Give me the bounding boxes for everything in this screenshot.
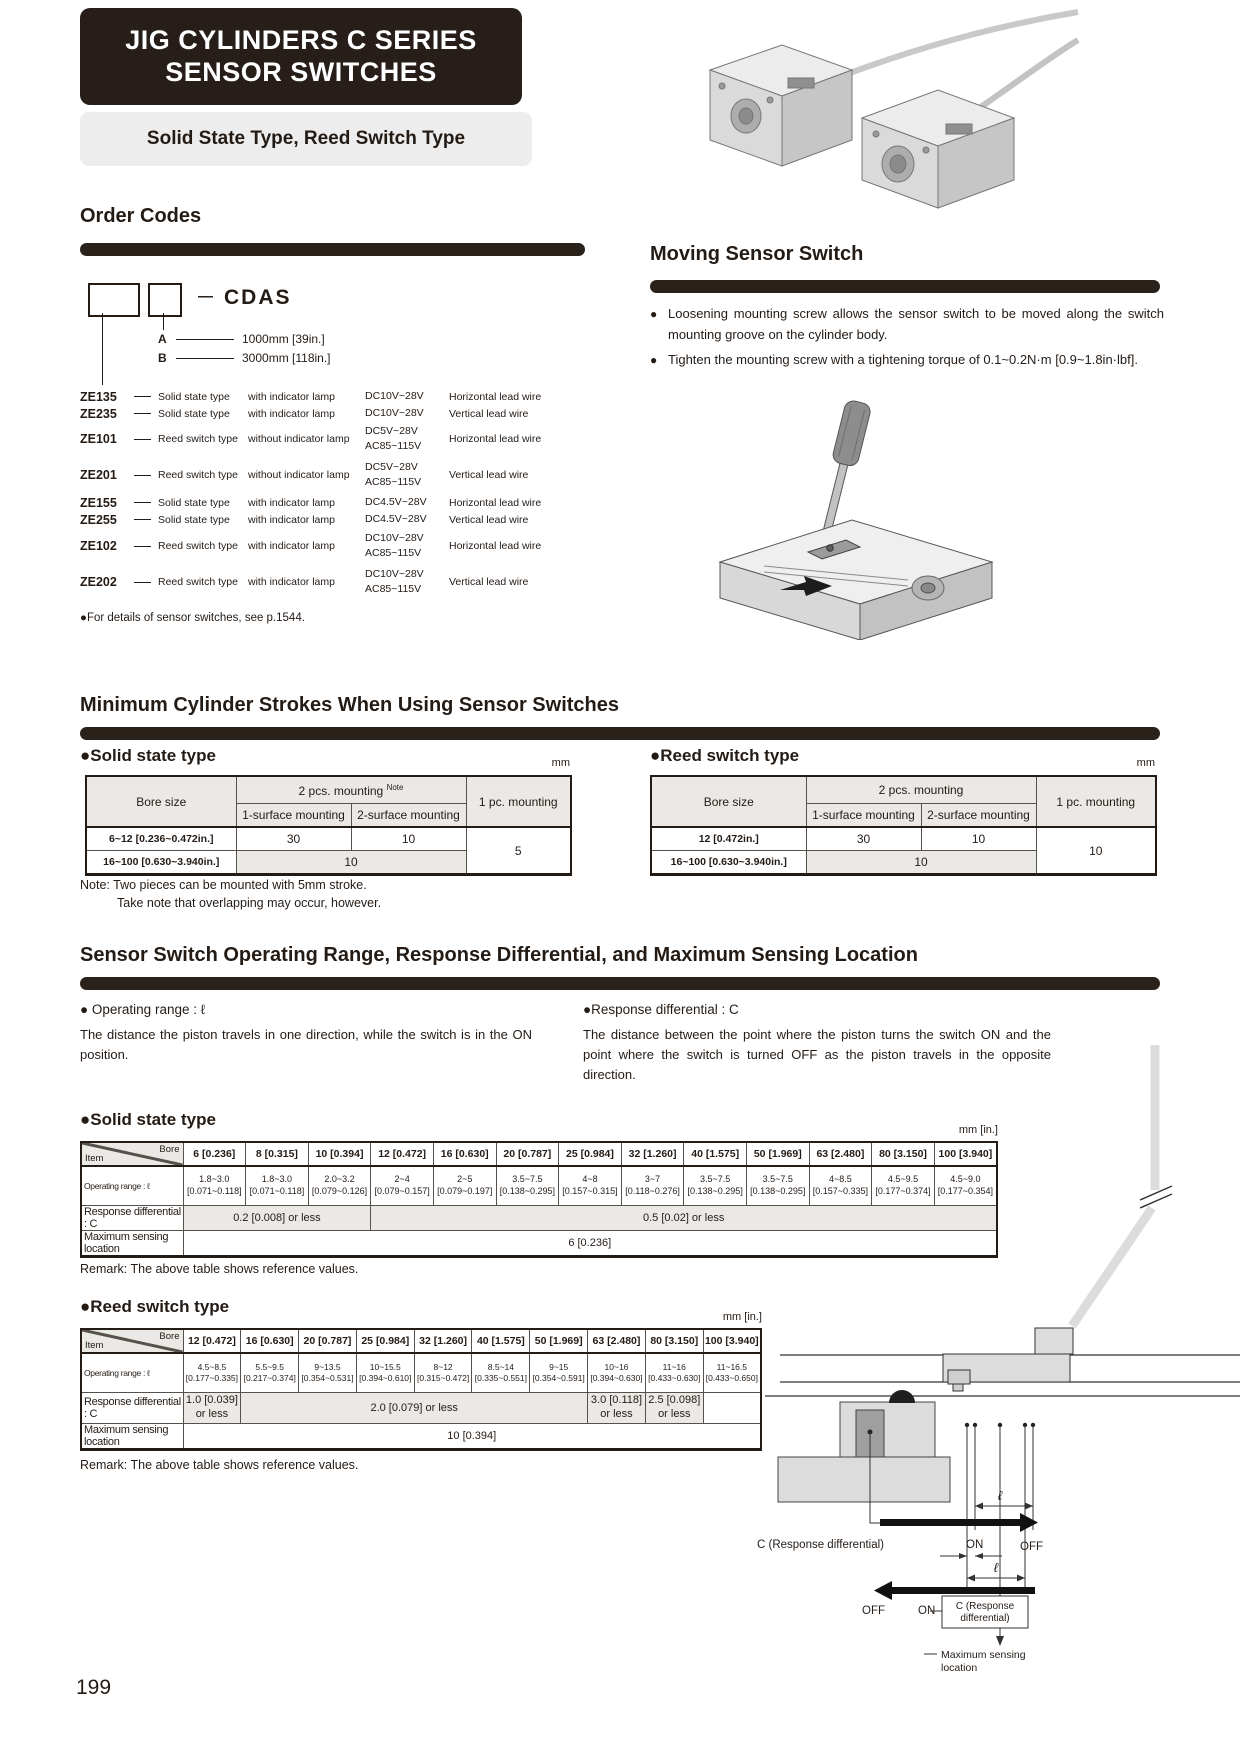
table-cell: Response differential : C bbox=[81, 1206, 183, 1231]
switch-model-row bbox=[80, 494, 550, 511]
title-block bbox=[80, 8, 522, 105]
length-value: 1000mm [39in.] bbox=[242, 332, 325, 346]
switch-lead: Vertical lead wire bbox=[449, 576, 529, 588]
table-cell: 12 [0.472in.] bbox=[651, 827, 806, 851]
table-cell: 2~4 [0.079~0.157] bbox=[371, 1166, 434, 1206]
table-cell: 1 pc. mounting bbox=[1036, 776, 1156, 827]
switch-code: ZE135 bbox=[80, 389, 117, 404]
table-cell: 1 pc. mounting bbox=[466, 776, 571, 827]
table-cell: 6 [0.236] bbox=[183, 1142, 246, 1166]
switch-code: ZE235 bbox=[80, 406, 117, 421]
switch-code: ZE155 bbox=[80, 495, 117, 510]
switch-voltage: DC4.5V~28V bbox=[365, 512, 427, 525]
table-cell: 12 [0.472] bbox=[183, 1329, 241, 1353]
length-code: B bbox=[158, 351, 167, 365]
cylinder-body-front bbox=[862, 90, 1014, 208]
switch-voltage: DC4.5V~28V bbox=[365, 495, 427, 508]
table-cell: 8~12 [0.315~0.472] bbox=[414, 1353, 472, 1393]
table-cell: 20 [0.787] bbox=[496, 1142, 559, 1166]
switch-lead: Vertical lead wire bbox=[449, 469, 529, 481]
switch-code: ZE201 bbox=[80, 468, 117, 482]
title-line1: JIG CYLINDERS C SERIES bbox=[125, 24, 477, 55]
switch-voltage: DC10V~28V AC85~115V bbox=[365, 567, 424, 595]
min-strokes-solid-table bbox=[85, 775, 572, 876]
reed-switch-label: ●Reed switch type bbox=[650, 746, 800, 765]
switch-model-row bbox=[80, 405, 550, 422]
note-line: Note: Two pieces can be mounted with 5mm stroke. bbox=[80, 878, 367, 892]
table-cell: 1.0 [0.039] or less bbox=[183, 1393, 241, 1424]
switch-type: Solid state type bbox=[158, 513, 230, 526]
table-cell: 6~12 [0.236~0.472in.] bbox=[86, 827, 236, 851]
table-row bbox=[651, 776, 1156, 804]
ell-label: ℓ bbox=[993, 1560, 999, 1575]
switch-model-row bbox=[80, 564, 550, 600]
table-cell: 2 pcs. mounting $^{Note}$ bbox=[236, 776, 466, 804]
switch-voltage: DC5V~28V AC85~115V bbox=[365, 460, 422, 488]
page-number: 199 bbox=[76, 1676, 112, 1699]
order-code-separator: — bbox=[198, 288, 213, 305]
switch-lamp: with indicator lamp bbox=[248, 576, 335, 588]
table-row bbox=[651, 827, 1156, 851]
order-code-box-length bbox=[148, 283, 182, 317]
table-cell: 40 [1.575] bbox=[684, 1142, 747, 1166]
connector-line bbox=[163, 313, 164, 330]
switch-type: Reed switch type bbox=[158, 576, 238, 588]
table-cell: 25 [0.984] bbox=[356, 1329, 414, 1353]
connector-line bbox=[102, 313, 103, 385]
switch-lamp: with indicator lamp bbox=[248, 513, 335, 526]
switch-code: ZE202 bbox=[80, 575, 117, 589]
lead-wire bbox=[1072, 1045, 1172, 1326]
switch-type: Reed switch type bbox=[158, 469, 238, 481]
table-cell: 50 [1.969] bbox=[530, 1329, 588, 1353]
switch-type: Reed switch type bbox=[158, 540, 238, 552]
table-cell: 10 bbox=[806, 851, 1036, 875]
switch-lead: Horizontal lead wire bbox=[449, 496, 542, 509]
order-code-box-model bbox=[88, 283, 140, 317]
leader-line bbox=[134, 519, 151, 520]
table-cell: 1.8~3.0 [0.071~0.118] bbox=[246, 1166, 309, 1206]
max-sensing-label: location bbox=[941, 1662, 978, 1674]
switch-lamp: with indicator lamp bbox=[248, 390, 335, 403]
table-row bbox=[86, 827, 571, 851]
table-row bbox=[81, 1329, 761, 1353]
ell-label: ℓ bbox=[997, 1488, 1003, 1503]
table-cell: 16~100 [0.630~3.940in.] bbox=[651, 851, 806, 875]
order-code-model: CDAS bbox=[224, 286, 292, 309]
table-cell: 80 [3.150] bbox=[645, 1329, 703, 1353]
max-sensing-label: Maximum sensing bbox=[941, 1649, 1026, 1661]
table-cell: 3.5~7.5 [0.138~0.295] bbox=[684, 1166, 747, 1206]
table-cell: 2-surface mounting bbox=[351, 804, 466, 828]
product-photo-illustration bbox=[650, 0, 1080, 210]
solid-state-label: ●Solid state type bbox=[80, 1110, 216, 1129]
switch-lead: Horizontal lead wire bbox=[449, 540, 542, 552]
sensor-switch bbox=[946, 124, 972, 134]
switch-voltage: DC10V~28V bbox=[365, 406, 424, 419]
leader-line bbox=[134, 439, 151, 440]
table-cell: 100 [3.940] bbox=[934, 1142, 997, 1166]
table-cell: 4.5~9.0 [0.177~0.354] bbox=[934, 1166, 997, 1206]
moving-switch-illustration bbox=[660, 390, 1060, 640]
leader-line bbox=[176, 339, 234, 340]
table-cell: 80 [3.150] bbox=[872, 1142, 935, 1166]
operating-range-heading: Sensor Switch Operating Range, Response Differential, and Maximum Sensing Location bbox=[80, 944, 918, 966]
subtitle-banner: Solid State Type, Reed Switch Type bbox=[80, 112, 532, 166]
leader-line bbox=[134, 582, 151, 583]
bullet-item: ● Tighten the mounting screw with a tightening torque of 0.1~0.2N·m [0.9~1.8in·lbf]. bbox=[650, 350, 1164, 371]
section-bar bbox=[80, 977, 1160, 990]
table-cell: 1-surface mounting bbox=[236, 804, 351, 828]
operating-range-title: ● Operating range : ℓ bbox=[80, 1002, 206, 1017]
table-cell: 2.0~3.2 [0.079~0.126] bbox=[308, 1166, 371, 1206]
c-dim-arrows bbox=[940, 1553, 1002, 1559]
switch-lamp: with indicator lamp bbox=[248, 496, 335, 509]
table-cell: 12 [0.472] bbox=[371, 1142, 434, 1166]
table-cell: 3~7 [0.118~0.276] bbox=[621, 1166, 684, 1206]
table-cell: 32 [1.260] bbox=[414, 1329, 472, 1353]
table-cell: 4.5~9.5 [0.177~0.374] bbox=[872, 1166, 935, 1206]
table-cell: 10 [0.394] bbox=[308, 1142, 371, 1166]
table-cell: 4~8 [0.157~0.315] bbox=[559, 1166, 622, 1206]
remark: Remark: The above table shows reference values. bbox=[80, 1262, 359, 1276]
table-cell: 0.2 [0.008] or less bbox=[183, 1206, 371, 1231]
on-bottom-label: ON bbox=[918, 1605, 936, 1617]
switch-lamp: with indicator lamp bbox=[248, 407, 335, 420]
dim-arrow bbox=[975, 1503, 1033, 1510]
switch-model-row bbox=[80, 388, 550, 405]
bullet-item: ● Loosening mounting screw allows the sensor switch to be moved along the switch mounting groove on the cylinder body. bbox=[650, 304, 1164, 345]
piston-section bbox=[778, 1390, 950, 1502]
leader-line bbox=[134, 502, 151, 503]
table-cell: Operating range : ℓ bbox=[81, 1353, 183, 1393]
table-cell: 100 [3.940] bbox=[703, 1329, 761, 1353]
on-top-label: ON bbox=[966, 1539, 984, 1551]
min-strokes-heading: Minimum Cylinder Strokes When Using Sensor Switches bbox=[80, 694, 619, 716]
response-diff-title: ●Response differential : C bbox=[583, 1002, 739, 1017]
table-cell: 1-surface mounting bbox=[806, 804, 921, 828]
table-cell: 11~16.5 [0.433~0.650] bbox=[703, 1353, 761, 1393]
switch-voltage: DC5V~28V AC85~115V bbox=[365, 424, 422, 452]
svg-text:C (Response: C (Response bbox=[955, 1601, 1015, 1612]
table-cell: 10 bbox=[1036, 827, 1156, 875]
table-cell: 2-surface mounting bbox=[921, 804, 1036, 828]
table-row bbox=[86, 776, 571, 804]
table-cell: 11~16 [0.433~0.630] bbox=[645, 1353, 703, 1393]
switch-voltage: DC10V~28V AC85~115V bbox=[365, 531, 424, 559]
leader-line bbox=[134, 546, 151, 547]
switch-model-row bbox=[80, 421, 550, 457]
table-cell: 6 [0.236] bbox=[183, 1231, 997, 1257]
cylinder-block bbox=[720, 520, 992, 640]
table-cell: Operating range : ℓ bbox=[81, 1166, 183, 1206]
svg-text:differential): differential) bbox=[960, 1613, 1010, 1624]
switch-model-row bbox=[80, 457, 550, 493]
reed-switch-label: ●Reed switch type bbox=[80, 1297, 230, 1316]
table-cell: 3.5~7.5 [0.138~0.295] bbox=[746, 1166, 809, 1206]
table-cell: 3.0 [0.118] or less bbox=[588, 1393, 646, 1424]
sensor-switch-section bbox=[943, 1328, 1073, 1391]
sensing-location-diagram bbox=[690, 1040, 1240, 1700]
off-bottom-label: OFF bbox=[862, 1605, 885, 1617]
table-cell: 30 bbox=[806, 827, 921, 851]
item-bore-cell: Bore Item bbox=[81, 1329, 183, 1353]
switch-lead: Vertical lead wire bbox=[449, 407, 529, 420]
table-cell: 10 bbox=[351, 827, 466, 851]
table-cell: 2.5 [0.098] or less bbox=[645, 1393, 703, 1424]
stroke-arrow-forward bbox=[880, 1513, 1038, 1532]
table-row bbox=[81, 1424, 761, 1450]
section-bar bbox=[650, 280, 1160, 293]
table-cell: Response differential : C bbox=[81, 1393, 183, 1424]
cylinder-body-rear bbox=[710, 45, 852, 166]
moving-sensor-notes bbox=[650, 304, 1164, 376]
section-bar bbox=[80, 727, 1160, 740]
table-cell: 5.5~9.5 [0.217~0.374] bbox=[241, 1353, 299, 1393]
sensor-switch bbox=[788, 78, 814, 88]
table-cell: 16~100 [0.630~3.940in.] bbox=[86, 851, 236, 875]
unit-label: mm [in.] bbox=[958, 1124, 998, 1136]
table-row bbox=[81, 1393, 761, 1424]
switch-lead: Horizontal lead wire bbox=[449, 433, 542, 445]
switch-type: Solid state type bbox=[158, 407, 230, 420]
response-differential-box bbox=[942, 1596, 1028, 1628]
min-strokes-reed-table bbox=[650, 775, 1157, 876]
down-arrowhead bbox=[996, 1636, 1004, 1646]
table-cell: 8 [0.315] bbox=[246, 1142, 309, 1166]
table-cell: 4.5~8.5 [0.177~0.335] bbox=[183, 1353, 241, 1393]
switch-model-row bbox=[80, 511, 550, 528]
switch-lead: Vertical lead wire bbox=[449, 513, 529, 526]
table-cell: 1.8~3.0 [0.071~0.118] bbox=[183, 1166, 246, 1206]
switch-code: ZE101 bbox=[80, 432, 117, 446]
remark: Remark: The above table shows reference values. bbox=[80, 1458, 359, 1472]
leader-line bbox=[134, 475, 151, 476]
table-cell: 9~15 [0.354~0.591] bbox=[530, 1353, 588, 1393]
table-cell: 30 bbox=[236, 827, 351, 851]
switch-lamp: without indicator lamp bbox=[248, 469, 350, 481]
switch-type: Reed switch type bbox=[158, 433, 238, 445]
unit-label: mm bbox=[1136, 757, 1155, 769]
c-top-label: C (Response differential) bbox=[757, 1539, 884, 1551]
switch-model-row bbox=[80, 528, 550, 564]
solid-state-label: ●Solid state type bbox=[80, 746, 216, 765]
table-cell: 16 [0.630] bbox=[433, 1142, 496, 1166]
table-cell: 0.5 [0.02] or less bbox=[371, 1206, 997, 1231]
switch-lamp: with indicator lamp bbox=[248, 540, 335, 552]
length-option-row bbox=[158, 332, 325, 346]
switch-lamp: without indicator lamp bbox=[248, 433, 350, 445]
table-cell: 16 [0.630] bbox=[241, 1329, 299, 1353]
length-option-row bbox=[158, 351, 331, 365]
leader-line bbox=[176, 358, 234, 359]
table-cell: 32 [1.260] bbox=[621, 1142, 684, 1166]
table-cell: 25 [0.984] bbox=[559, 1142, 622, 1166]
switch-code: ZE255 bbox=[80, 512, 117, 527]
table-cell: 63 [2.480] bbox=[588, 1329, 646, 1353]
response-diff-desc: The distance between the point where the piston turns the switch ON and the point where the switch is turned OFF as the piston travels in the opposite direction. bbox=[583, 1027, 1051, 1083]
title-line2: SENSOR SWITCHES bbox=[165, 56, 437, 87]
table-cell: Bore size bbox=[651, 776, 806, 827]
switch-voltage: DC10V~28V bbox=[365, 389, 424, 402]
table-cell: 9~13.5 [0.354~0.531] bbox=[299, 1353, 357, 1393]
table-row bbox=[81, 1353, 761, 1393]
item-bore-cell: Bore Item bbox=[81, 1142, 183, 1166]
table-cell: 2~5 [0.079~0.197] bbox=[433, 1166, 496, 1206]
order-codes-footnote: ●For details of sensor switches, see p.1544. bbox=[80, 612, 305, 624]
table-cell: 2 pcs. mounting bbox=[806, 776, 1036, 804]
table-cell: Bore size bbox=[86, 776, 236, 827]
operating-range-desc: The distance the piston travels in one direction, while the switch is in the ON position. bbox=[80, 1027, 532, 1063]
table-cell: Maximum sensing location bbox=[81, 1231, 183, 1257]
table-cell: 10~15.5 [0.394~0.610] bbox=[356, 1353, 414, 1393]
switch-type: Solid state type bbox=[158, 496, 230, 509]
table-cell: Maximum sensing location bbox=[81, 1424, 183, 1450]
table-cell: 8.5~14 [0.335~0.551] bbox=[472, 1353, 530, 1393]
table-cell: 10~16 [0.394~0.630] bbox=[588, 1353, 646, 1393]
leader-line bbox=[134, 413, 151, 414]
table-cell: 4~8.5 [0.157~0.335] bbox=[809, 1166, 872, 1206]
switch-code: ZE102 bbox=[80, 539, 117, 553]
switch-type: Solid state type bbox=[158, 390, 230, 403]
moving-sensor-heading: Moving Sensor Switch bbox=[650, 243, 864, 265]
table-cell: 10 bbox=[236, 851, 466, 875]
leader-line bbox=[134, 396, 151, 397]
table-cell: 10 [0.394] bbox=[183, 1424, 761, 1450]
unit-label: mm bbox=[551, 757, 570, 769]
off-top-label: OFF bbox=[1020, 1541, 1043, 1553]
reed-switch-spec-table bbox=[80, 1328, 762, 1451]
note-line: Take note that overlapping may occur, however. bbox=[117, 896, 382, 910]
dim-arrow bbox=[967, 1575, 1025, 1582]
section-bar bbox=[80, 243, 585, 256]
table-cell: 40 [1.575] bbox=[472, 1329, 530, 1353]
table-cell: 2.0 [0.079] or less bbox=[241, 1393, 588, 1424]
length-value: 3000mm [118in.] bbox=[242, 351, 331, 365]
table-cell: 50 [1.969] bbox=[746, 1142, 809, 1166]
table-cell: 20 [0.787] bbox=[299, 1329, 357, 1353]
length-code: A bbox=[158, 332, 167, 346]
table-cell: 10 bbox=[921, 827, 1036, 851]
switch-lead: Horizontal lead wire bbox=[449, 390, 542, 403]
table-cell: 5 bbox=[466, 827, 571, 875]
order-codes-heading: Order Codes bbox=[80, 205, 202, 227]
unit-label: mm [in.] bbox=[722, 1311, 762, 1323]
table-cell: 63 [2.480] bbox=[809, 1142, 872, 1166]
table-cell: 3.5~7.5 [0.138~0.295] bbox=[496, 1166, 559, 1206]
piston-seal bbox=[889, 1390, 915, 1403]
